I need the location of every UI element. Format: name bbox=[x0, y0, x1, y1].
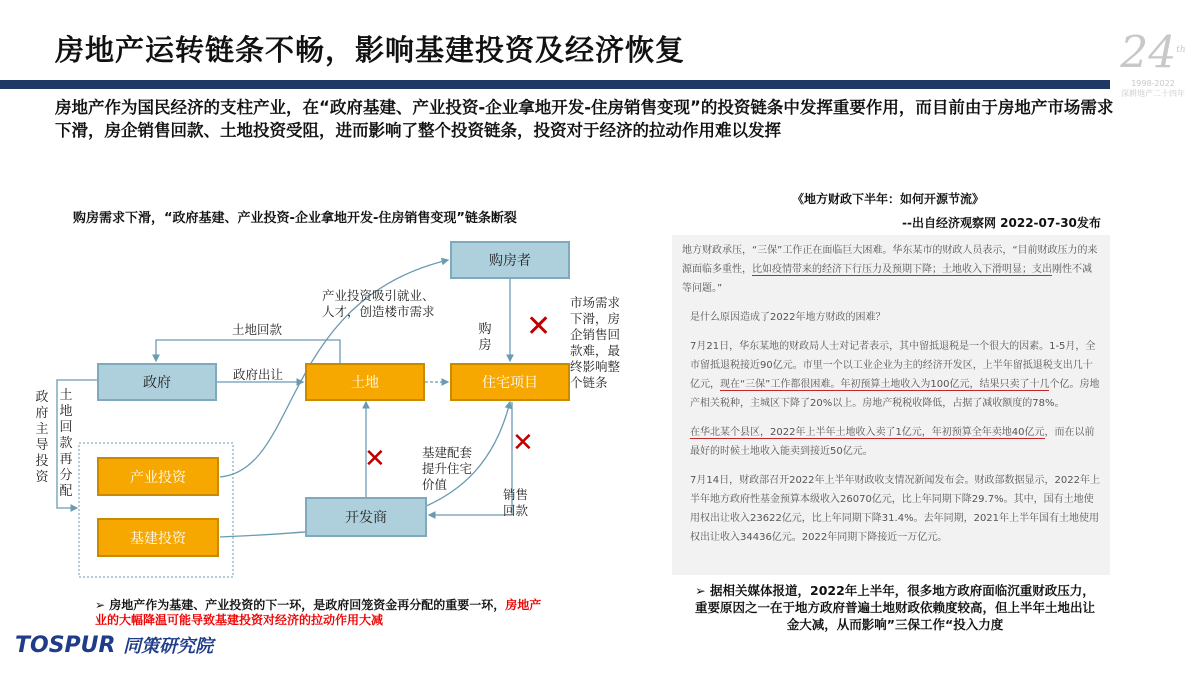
article-text: 7月21日，华东某地的财政局人士对记者表示，其中留抵退税是一个很大的因素。1-5月，全市留抵退税接近90亿元。市里一个以工业企业为主的经济开发区，上半年留抵退税支出几十亿元， bbox=[690, 341, 1096, 390]
arrow-land-payback bbox=[156, 340, 340, 363]
article-excerpt bbox=[672, 235, 1110, 575]
badge-years: 1998-2022 bbox=[1131, 78, 1175, 88]
label-gov-sell: 政府出让 bbox=[233, 367, 284, 382]
badge-suffix: th bbox=[1176, 45, 1186, 55]
node-government: 政府 bbox=[97, 363, 217, 401]
diagram-subtitle: 购房需求下滑，“政府基建、产业投资-企业拿地开发-住房销售变现”链条断裂 bbox=[73, 211, 517, 226]
right-note bbox=[690, 582, 1100, 633]
node-industry-investment: 产业投资 bbox=[97, 457, 219, 496]
article-highlight: 比如疫情带来的经济下行压力及预期下降；土地收入下滑明显；支出 bbox=[752, 264, 1052, 275]
anniversary-badge bbox=[1108, 25, 1198, 110]
bullet-icon: ➢ bbox=[95, 598, 106, 612]
badge-number: 24 bbox=[1120, 27, 1177, 79]
label-land-payback: 土地回款 bbox=[232, 322, 283, 337]
left-note-highlight: 房地产业的大幅降温可能导致基建投资对经济的拉动作用大减 bbox=[95, 598, 542, 627]
label-market-decline: 市场需求下滑，房企销售回款难，最终影响整个链条 bbox=[570, 295, 621, 390]
intro-paragraph: 房地产作为国民经济的支柱产业，在“政府基建、产业投资-企业拿地开发-住房销售变现”的投资链条中发挥重要作用，而目前由于房地产市场需求下滑，房企销售回款、土地投资受阻，进而影响了整个投资链条，投资对于经济的拉动作用难以发挥 bbox=[55, 98, 1114, 140]
tospur-logo bbox=[15, 632, 213, 658]
article-highlight: 现在“三保”工作都很困难。年初预算土地收入为100亿元，结果只卖了十几 bbox=[720, 379, 1050, 390]
logo-brand: TOSPUR bbox=[15, 633, 116, 658]
article-highlight: 在华北某个县区，2022年上半年土地收入卖了1亿元，年初预算全年卖地40亿元 bbox=[690, 427, 1045, 438]
node-land: 土地 bbox=[305, 363, 425, 401]
node-developer: 开发商 bbox=[305, 497, 427, 537]
node-housing-project: 住宅项目 bbox=[450, 363, 570, 401]
left-note bbox=[95, 598, 545, 628]
logo-name: 同策研究院 bbox=[123, 636, 214, 657]
label-buy: 购房 bbox=[478, 322, 492, 353]
article-question: 是什么原因造成了2022年地方财政的困难？ bbox=[690, 312, 886, 323]
broken-link-icon: ✕ bbox=[512, 428, 534, 458]
article-text: 地方财政承压，“三保”工作正在面临巨大困难。华东某市的财政人员表示，“目前财政压力的来源面临多重性， bbox=[682, 245, 1098, 275]
right-note-text: 据相关媒体报道，2022年上半年，很多地方政府面临沉重财政压力，重要原因之一在于地方政府普遍土地财政依赖度较高，但上半年土地出让金大减，从而影响”三保工作“投入力度 bbox=[694, 583, 1095, 632]
page-title: 房地产运转链条不畅，影响基建投资及经济恢复 bbox=[55, 33, 686, 67]
node-infra-investment: 基建投资 bbox=[97, 518, 219, 557]
broken-link-icon: ✕ bbox=[364, 444, 386, 474]
label-industry-effect: 产业投资吸引就业、人才，创造楼市需求 bbox=[322, 288, 435, 319]
broken-link-icon: ✕ bbox=[526, 309, 552, 344]
article-text: 个亿。房地产相关税种，主城区下降了20%以上。房地产税税收降低，占据了减收额度的78%。 bbox=[690, 379, 1100, 409]
label-infra-effect: 基建配套提升住宅价值 bbox=[422, 445, 473, 492]
article-source: --出自经济观察网 2022-07-30发布 bbox=[902, 216, 1101, 230]
article-title: 《地方财政下半年：如何开源节流》 bbox=[792, 192, 985, 206]
node-buyer: 购房者 bbox=[450, 241, 570, 279]
label-sales-payback: 销售回款 bbox=[503, 487, 529, 518]
bullet-icon: ➢ bbox=[695, 583, 706, 598]
label-gov-lead: 政府主导投资 bbox=[35, 390, 49, 485]
article-text: ，而在以前最好的时候土地收入能卖到接近50亿元。 bbox=[690, 427, 1095, 457]
left-note-text: 房地产作为基建、产业投资的下一环，是政府回笼资金再分配的重要一环， bbox=[109, 598, 506, 612]
badge-caption: 深耕地产二十四年 bbox=[1121, 88, 1185, 98]
label-land-redistribute: 土地回款再分配 bbox=[59, 388, 73, 499]
article-text: 刚性不减等问题。” bbox=[682, 264, 1092, 294]
article-text: 7月14日，财政部召开2022年上半年财政收支情况新闻发布会。财政部数据显示，2022年上半年地方政府性基金预算本级收入26070亿元，比上年同期下降29.7%。其中，国有土地使用权出让收入23622亿元，比上年同期下降31.4%。去年同期，2021年上半年国有土地使用权出让收入34436亿元。2022年同期下降接近一万亿元。 bbox=[690, 475, 1100, 543]
